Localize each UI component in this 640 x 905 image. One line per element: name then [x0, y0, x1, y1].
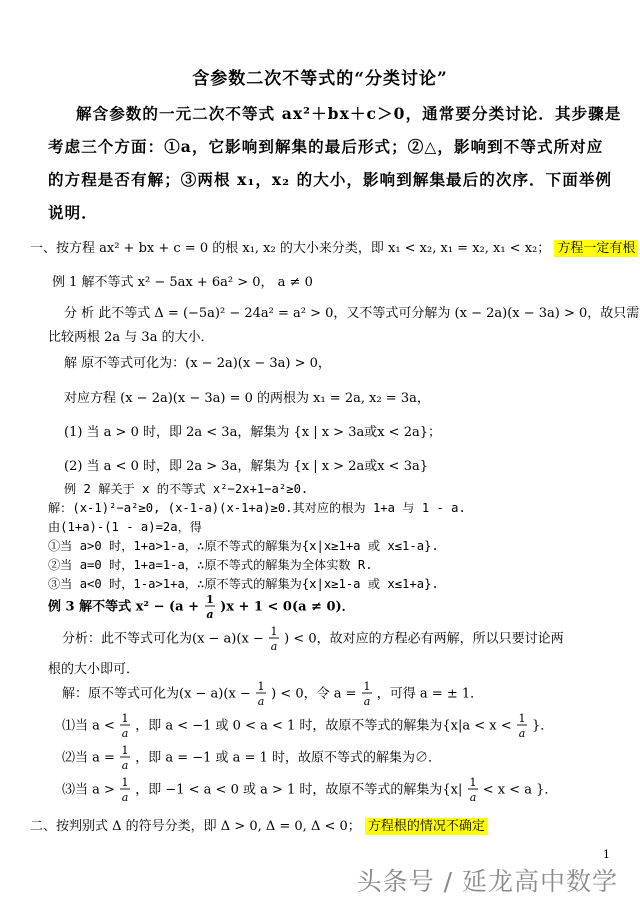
example-3-analysis-1	[62, 624, 564, 654]
intro-line-4: 说明．	[48, 203, 98, 222]
intro-line-1: 解含参数的一元二次不等式 ax²＋bx＋c＞0，通常要分类讨论．其步骤是	[76, 104, 622, 123]
example-3-title-pre: 例 3 解不等式 x² − (a +	[48, 599, 200, 615]
example-3-case-2-mid: ，即 a = −1 或 a = 1 时，故原不等式的解集为∅．	[135, 750, 441, 766]
page-title: 含参数二次不等式的“分类讨论”	[192, 69, 448, 89]
example-3-case-2	[62, 743, 441, 773]
svg-text:a: a	[270, 640, 278, 653]
svg-text:1: 1	[205, 593, 214, 606]
example-3-analysis-post: ) < 0，故对应的方程必有两解，所以只要讨论两	[284, 631, 564, 647]
fraction-one-over-a	[516, 711, 528, 741]
example-1-solution: 解 原不等式可化为：(x − 2a)(x − 3a) > 0，	[64, 356, 331, 371]
example-3-case-3-post: < x < a }．	[482, 782, 558, 798]
svg-text:1: 1	[257, 680, 265, 693]
svg-text:a: a	[205, 608, 214, 621]
example-1-analysis-1: 分 析 此不等式 Δ = (−5a)² − 24a² = a² > 0，又不等式可分解为 (x − 2a)(x − 3a) > 0，故只需	[64, 306, 640, 321]
svg-text:a: a	[121, 727, 129, 740]
intro-line-3: 的方程是否有解；③两根 x₁，x₂ 的大小，影响到解集最后的次序．下面举例	[48, 170, 613, 189]
svg-text:a: a	[518, 727, 526, 740]
example-3-case-3-pre: ⑶当 a >	[62, 782, 115, 798]
example-3-solution-mid: ) < 0，令 a =	[271, 686, 357, 702]
section-2-highlight: 方程根的情况不确定	[365, 818, 488, 835]
example-3-solution	[62, 679, 483, 709]
svg-text:a: a	[363, 695, 370, 708]
section-2-text: 二、按判别式 Δ 的符号分类，即 Δ > 0, Δ = 0, Δ < 0；	[30, 819, 361, 834]
example-3-case-3	[62, 775, 557, 805]
fraction-one-over-a	[119, 711, 131, 741]
fraction-one-over-a	[268, 624, 280, 654]
fraction-one-over-a	[361, 679, 373, 709]
example-1-case-2: (2) 当 a < 0 时，即 2a > 3a，解集为 {x | x > 2a或x < 3a}	[64, 459, 428, 474]
example-3-solution-pre: 解：原不等式可化为(x − a)(x −	[62, 686, 251, 702]
example-1-case-1: (1) 当 a > 0 时，即 2a < 3a，解集为 {x | x > 3a或x < 2a}；	[64, 425, 441, 440]
svg-text:1: 1	[518, 712, 526, 725]
example-1-title: 例 1 解不等式 x² − 5ax + 6a² > 0， a ≠ 0	[52, 275, 313, 290]
svg-text:a: a	[121, 791, 129, 804]
section-1-highlight: 方程一定有根	[554, 240, 638, 257]
example-2-line-2: 解：(x-1)²−a²≥0, (x-1-a)(x-1+a)≥0.其对应的根为 1+a 与 1 - a.	[48, 501, 466, 515]
svg-text:1: 1	[121, 744, 129, 757]
example-2-line-5: ②当 a=0 时，1+a=1-a，∴原不等式的解集为全体实数 R.	[48, 558, 373, 572]
svg-text:1: 1	[270, 625, 278, 638]
svg-text:a: a	[121, 759, 129, 772]
example-2-line-6: ③当 a<0 时，1-a>1+a，∴原不等式的解集为{x|x≥1-a 或 x≤1+a}.	[48, 577, 439, 591]
example-2-line-1: 例 2 解关于 x 的不等式 x²−2x+1−a²≥0.	[64, 482, 309, 496]
svg-text:a: a	[469, 791, 476, 804]
svg-text:1: 1	[363, 680, 371, 693]
section-2-heading	[30, 815, 488, 834]
intro-line-2: 考虑三个方面：①a，它影响到解集的最后形式；②△，影响到不等式所对应	[48, 137, 604, 156]
example-1-analysis-2: 比较两根 2a 与 3a 的大小．	[48, 330, 214, 345]
example-3-case-1-pre: ⑴当 a <	[62, 718, 115, 734]
example-3-solution-post: ，可得 a = ± 1．	[376, 686, 484, 702]
section-1-heading	[30, 237, 638, 256]
fraction-one-over-a	[255, 679, 267, 709]
fraction-one-over-a	[204, 592, 216, 622]
page-number: 1	[603, 848, 610, 861]
fraction-one-over-a	[467, 775, 479, 805]
example-3-case-1	[62, 711, 553, 741]
section-1-text: 一、按方程 ax² + bx + c = 0 的根 x₁, x₂ 的大小来分类，即 x₁ < x₂, x₁ = x₂, x₁ < x₂；	[30, 241, 551, 256]
example-3-case-1-post: }．	[531, 718, 554, 734]
svg-text:1: 1	[121, 776, 129, 789]
svg-text:1: 1	[469, 776, 477, 789]
fraction-one-over-a	[119, 775, 131, 805]
example-3-case-1-mid: ，即 a < −1 或 0 < a < 1 时，故原不等式的解集为{x|a < x <	[135, 718, 512, 734]
example-3-analysis-pre: 分析：此不等式可化为(x − a)(x −	[62, 631, 264, 647]
example-2-line-3: 由(1+a)-(1 - a)=2a，得	[48, 520, 202, 534]
svg-text:1: 1	[121, 712, 129, 725]
fraction-one-over-a	[119, 743, 131, 773]
example-3-case-3-mid: ，即 −1 < a < 0 或 a > 1 时，故原不等式的解集为{x|	[135, 782, 463, 798]
example-3-title	[48, 592, 355, 622]
example-3-case-2-pre: ⑵当 a =	[62, 750, 115, 766]
example-2-line-4: ①当 a>0 时，1+a>1-a，∴原不等式的解集为{x|x≥1+a 或 x≤1-a}.	[48, 539, 439, 553]
example-3-title-post: )x + 1 < 0(a ≠ 0)．	[220, 599, 355, 615]
example-1-roots: 对应方程 (x − 2a)(x − 3a) = 0 的两根为 x₁ = 2a, x₂ = 3a，	[64, 391, 430, 406]
watermark: 头条号 / 延龙高中数学	[356, 867, 618, 896]
example-3-analysis-2: 根的大小即可．	[48, 662, 140, 677]
svg-text:a: a	[257, 695, 265, 708]
